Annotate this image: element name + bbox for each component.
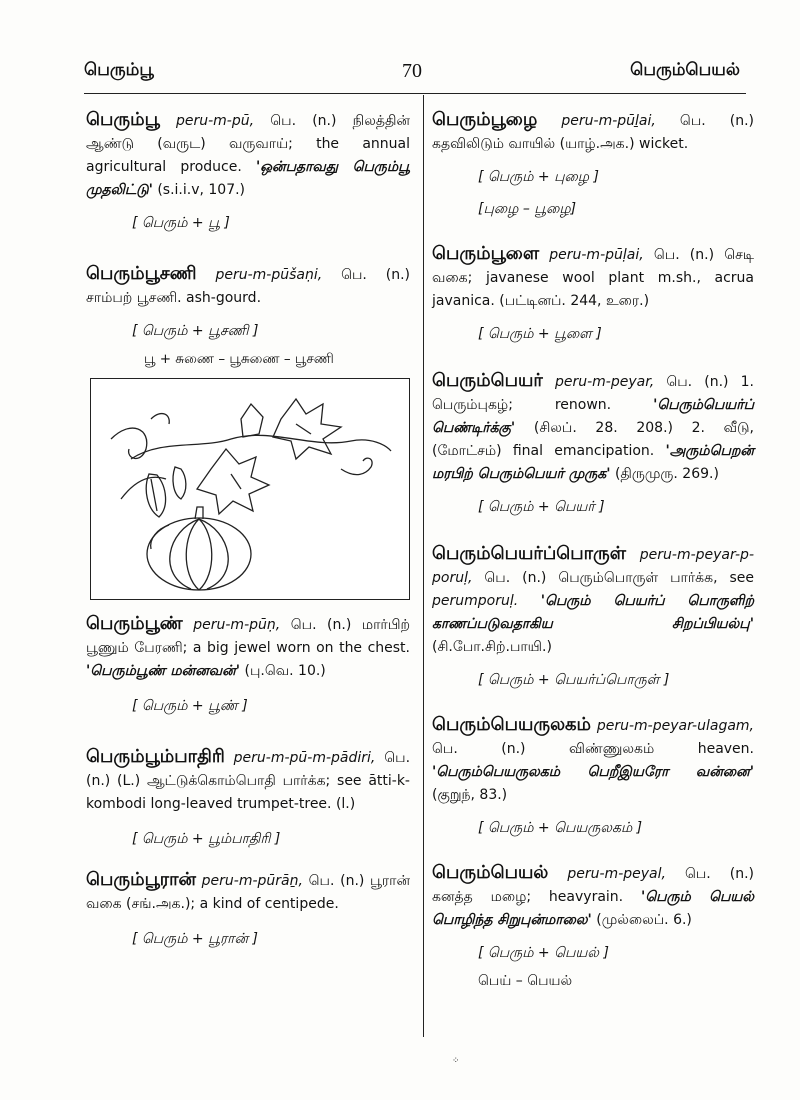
transliteration: peru-m-peyar-p-poruḷ, [432, 547, 754, 586]
definition: பெ. (n.) கனத்த மழை; heavyrain. [432, 866, 754, 905]
derivation: பெய் – பெயல் [478, 973, 573, 989]
headword: பெரும்பூரான் [86, 869, 196, 890]
quotation: 'பெரும்பூண் மன்னவன்' [86, 663, 241, 679]
transliteration: peru-m-pūšaṇi, [215, 267, 323, 283]
header-rule [84, 93, 746, 94]
definition-continued: long-leaved trumpet-tree. (l.) [150, 796, 356, 812]
quotation: 'ஒன்பதாவது பெரும்பூ முதலிட்டு' [86, 159, 410, 198]
quotation: 'பெரும் பெயர்ப் பொருளிற் காணப்படுவதாகிய சிறப்பியல்பு' [432, 593, 755, 632]
headword: பெரும்பூம்பாதிரி [86, 746, 225, 767]
transliteration: peru-m-pū, [175, 113, 255, 129]
see-word: perumporuḷ. [432, 593, 519, 609]
etymology: [ பெரும் + பூ ] [132, 215, 230, 231]
dictionary-entry [86, 108, 410, 202]
derivation: [புழை – பூழை] [478, 201, 577, 217]
right-column [432, 108, 754, 992]
reference: (சி.போ.சிற்.பாயி.) [432, 639, 552, 655]
dictionary-entry [432, 713, 754, 807]
etymology: [ பெரும் + பூசணி ] [132, 323, 259, 339]
transliteration: peru-m-peyal, [567, 866, 666, 882]
definition: பெ. (n.) சாம்பற் பூசணி. ash-gourd. [86, 267, 411, 306]
definition: பெ. (n.) 1. பெரும்புகழ்; renown. [432, 374, 755, 413]
dictionary-entry [86, 612, 410, 683]
definition: பெ. (n.) செடி வகை; javanese wool plant m.sh., acrua javanica. (பட்டினப். 244, உரை.) [432, 247, 755, 309]
headword: பெரும்பூசணி [86, 263, 197, 284]
definition: பெ. (n.) (L.) ஆட்டுக்கொம்பொதி பார்க்க; see [86, 750, 411, 789]
etymology: [ பெரும் + பூளை ] [478, 326, 602, 342]
headword: பெரும்பெயருலகம் [432, 714, 592, 735]
headword: பெரும்பூளை [432, 243, 540, 264]
definition: பெ. (n.) விண்ணுலகம் heaven. [432, 741, 754, 757]
transliteration: peru-m-pūḷai, [549, 247, 644, 263]
page-header [84, 60, 740, 92]
etymology: [ பெரும் + பூண் ] [132, 698, 248, 714]
derivation: பூ + சுணை – பூசுணை – பூசணி [144, 351, 334, 367]
quotation: 'பெரும்பெயருலகம் பெறீஇயரோ வன்னை' [432, 764, 754, 780]
quotation: 'அரும்பெறன் மரபிற் பெரும்பெயர் முருக' [432, 443, 754, 482]
quotation: 'பெரும் பெயல் பொழிந்த சிறுபுன்மாலை' [432, 889, 755, 928]
see-word: ātti-k-kombodi [86, 773, 410, 812]
etymology: [ பெரும் + பெயர் ] [478, 499, 605, 515]
transliteration: peru-m-pū-m-pādiri, [233, 750, 376, 766]
dictionary-entry [432, 369, 754, 486]
definition-continued: (சிலப். 28. 208.) 2. வீடு, (மோட்சம்) final emancipation. [432, 420, 755, 459]
dictionary-entry [86, 868, 410, 916]
ash-gourd-drawing-icon [91, 379, 409, 599]
reference: (பு.வெ. 10.) [244, 663, 326, 679]
headword: பெரும்பூழை [432, 109, 538, 130]
guide-word-right: பெரும்பெயல் [630, 60, 740, 80]
reference: (திருமுரு. 269.) [614, 466, 719, 482]
transliteration: peru-m-pūrāṉ, [201, 873, 303, 889]
headword: பெரும்பெயர் [432, 370, 543, 391]
quotation: 'பெரும்பெயர்ப் பெண்டிர்க்கு' [432, 397, 754, 436]
headword: பெரும்பெயர்ப்பொருள் [432, 543, 626, 564]
etymology: [ பெரும் + பெயர்ப்பொருள் ] [478, 672, 670, 688]
transliteration: peru-m-peyar-ulagam, [596, 718, 754, 734]
etymology: [ பெரும் + பெயருலகம் ] [478, 820, 643, 836]
page-number: 70 [402, 60, 422, 82]
reference: (குறுந், 83.) [432, 787, 508, 803]
headword: பெரும்பூண் [86, 613, 183, 634]
definition: பெ. (n.) பெரும்பொருள் பார்க்க, see [484, 570, 755, 586]
dictionary-entry [432, 861, 754, 932]
definition: பெ. (n.) கதவிலிடும் வாயில் (யாழ்.அக.) wicket. [432, 113, 755, 152]
column-divider [423, 95, 424, 1037]
etymology: [ பெரும் + பூரான் ] [132, 931, 258, 947]
ash-gourd-illustration [90, 378, 410, 600]
definition: பெ. (n.) மார்பிற் பூணும் பேரணி; a big jewel worn on the chest. [86, 617, 411, 656]
definition: பெ. (n.) பூரான் வகை (சங்.அக.); a kind of centipede. [86, 873, 411, 912]
dictionary-entry [432, 242, 754, 313]
headword: பெரும்பெயல் [432, 862, 549, 883]
reference: (முல்லைப். 6.) [596, 912, 692, 928]
transliteration: peru-m-pūṇ, [193, 617, 281, 633]
definition: பெ. (n.) நிலத்தின் ஆண்டு (வருட) வருவாய்; the annual agricultural produce. [86, 113, 411, 175]
etymology: [ பெரும் + புழை ] [478, 169, 599, 185]
dictionary-entry [86, 745, 410, 816]
reference: (s.i.i.v, 107.) [157, 182, 246, 198]
dictionary-entry [432, 542, 754, 659]
page-mark: ⁘ [452, 1056, 460, 1066]
headword: பெரும்பூ [86, 109, 160, 130]
transliteration: peru-m-peyar, [554, 374, 655, 390]
left-column [86, 108, 410, 950]
etymology: [ பெரும் + பூம்பாதிரி ] [132, 831, 281, 847]
dictionary-entry [86, 262, 410, 310]
guide-word-left: பெரும்பூ [84, 60, 154, 80]
dictionary-entry [432, 108, 754, 156]
etymology: [ பெரும் + பெயல் ] [478, 945, 609, 961]
transliteration: peru-m-pūḻai, [561, 113, 656, 129]
